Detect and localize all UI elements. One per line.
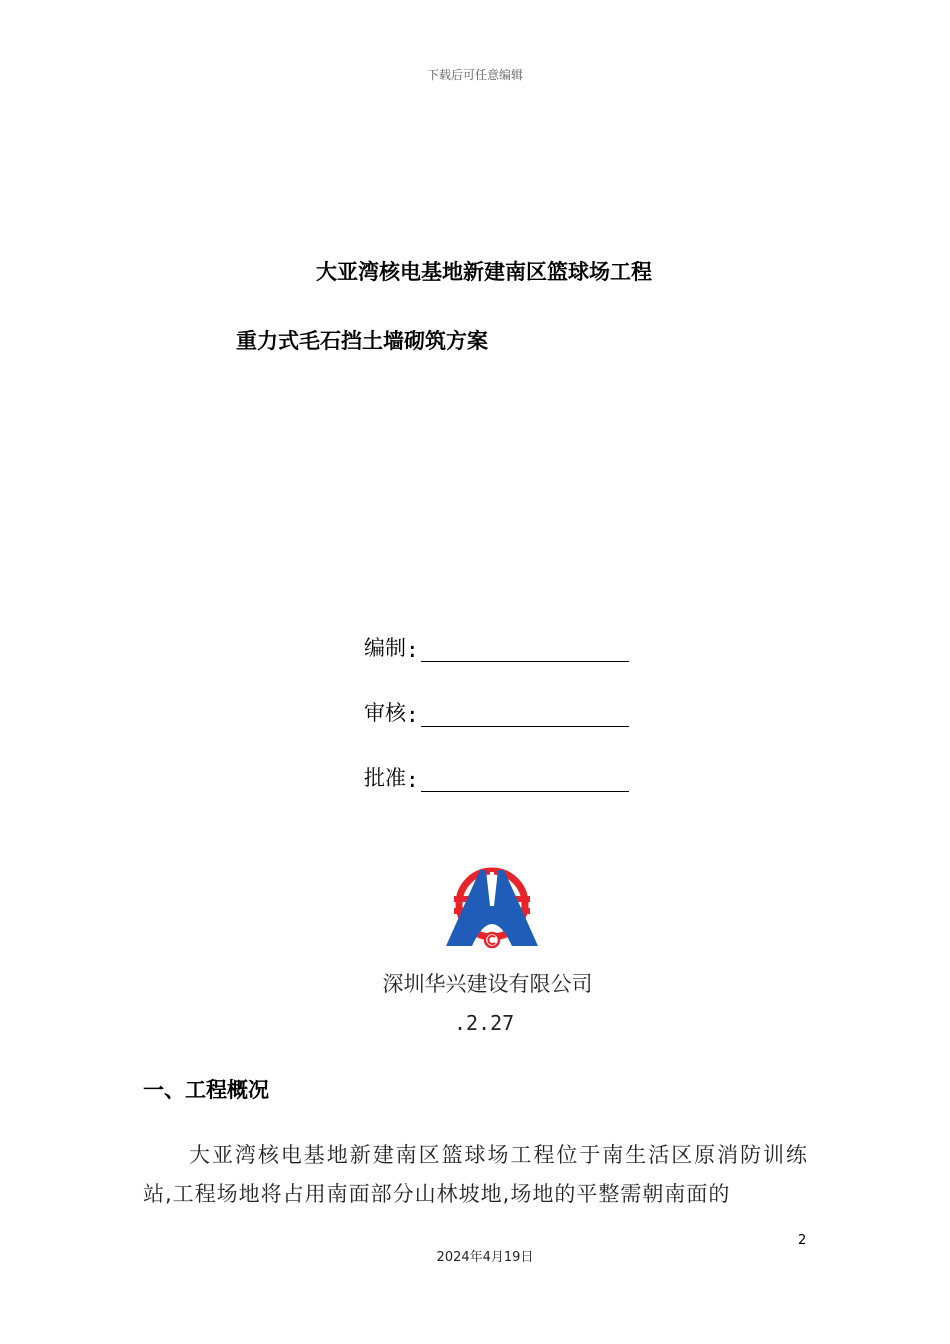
signature-label: 审核 bbox=[364, 701, 406, 725]
document-subtitle: 重力式毛石挡土墙砌筑方案 bbox=[236, 329, 488, 353]
signature-colon: : bbox=[406, 703, 419, 727]
company-logo-icon bbox=[442, 866, 542, 950]
section-paragraph: 大亚湾核电基地新建南区篮球场工程位于南生活区原消防训练站,工程场地将占用南面部分山林坡地,场地的平整需朝南面的 bbox=[143, 1143, 808, 1206]
signature-line bbox=[421, 704, 629, 727]
signature-label: 编制 bbox=[364, 636, 406, 660]
section-heading: 一、工程概况 bbox=[143, 1078, 269, 1102]
signature-label: 批准 bbox=[364, 766, 406, 790]
signature-row-compiler bbox=[364, 632, 629, 662]
signature-row-reviewer bbox=[364, 697, 629, 727]
footer-date: 2024年4月19日 bbox=[436, 1250, 534, 1265]
page-number: 2 bbox=[798, 1233, 807, 1248]
cover-date: .2.27 bbox=[454, 1011, 515, 1035]
document-title: 大亚湾核电基地新建南区篮球场工程 bbox=[316, 260, 652, 284]
signature-colon: : bbox=[406, 768, 419, 792]
company-name: 深圳华兴建设有限公司 bbox=[382, 972, 593, 996]
signature-row-approver bbox=[364, 762, 629, 792]
header-note: 下载后可任意编辑 bbox=[426, 68, 523, 82]
signature-line bbox=[421, 769, 629, 792]
signature-colon: : bbox=[406, 638, 419, 662]
signature-line bbox=[421, 639, 629, 662]
